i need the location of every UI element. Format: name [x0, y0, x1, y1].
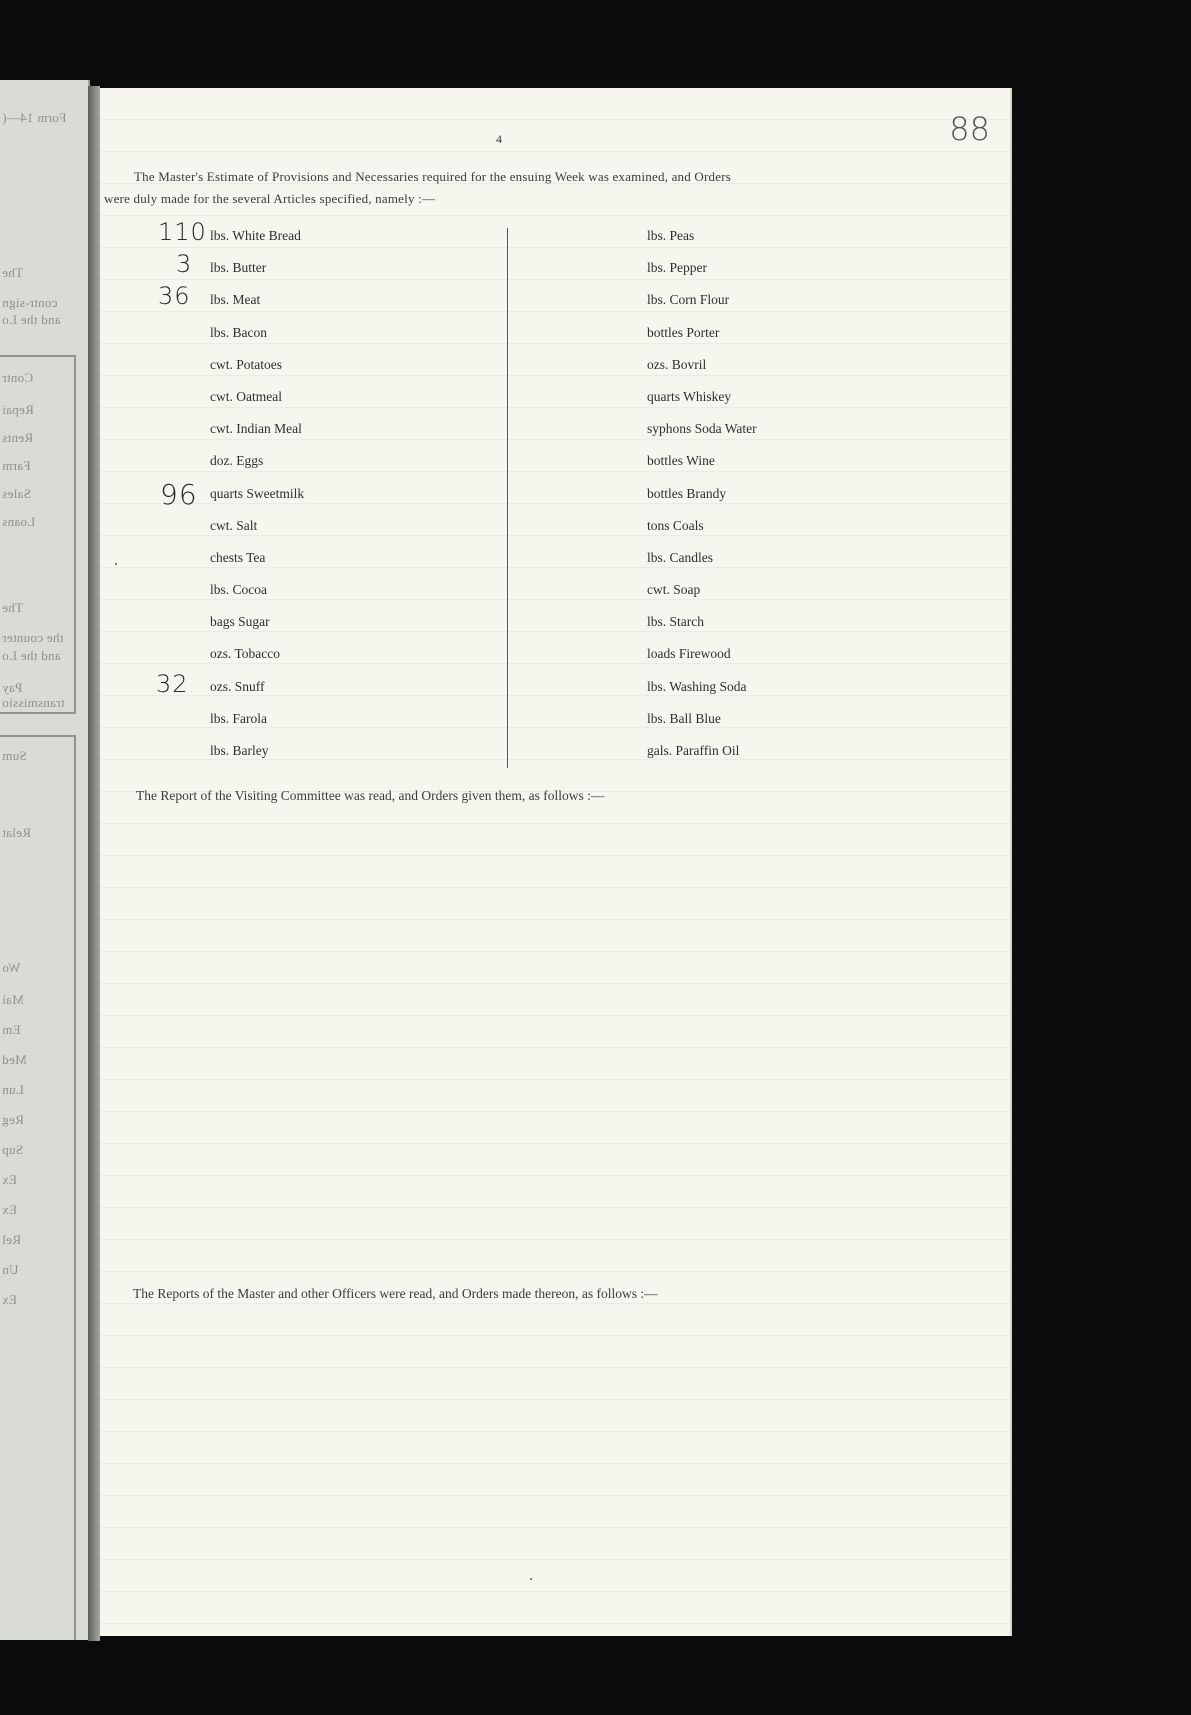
list-item: cwt. Potatoes [210, 356, 282, 372]
ledger-page [100, 88, 1012, 1636]
list-item: lbs. Ball Blue [647, 710, 721, 726]
provisions-list-right [647, 220, 757, 767]
list-item: lbs. Peas [647, 228, 695, 243]
list-item: syphons Soda Water [647, 421, 757, 437]
list-item: lbs. Barley [210, 743, 269, 758]
list-item: ozs. Snuff [210, 678, 265, 694]
list-item: cwt. Indian Meal [210, 421, 302, 437]
list-item: lbs. White Bread [210, 228, 301, 243]
list-item: lbs. Washing Soda [647, 678, 747, 694]
list-item: lbs. Bacon [210, 324, 267, 340]
page-number: 4 [496, 132, 502, 146]
book-gutter [88, 86, 100, 1641]
list-item: bags Sugar [210, 614, 270, 630]
officers-reports: The Reports of the Master and other Officers were read, and Orders made thereon, as follows :— [133, 1286, 658, 1301]
list-item: gals. Paraffin Oil [647, 743, 740, 758]
list-item: bottles Porter [647, 324, 720, 340]
intro-line-2: were duly made for the several Articles specified, namely :— [104, 191, 436, 206]
list-item: lbs. Corn Flour [647, 292, 730, 308]
list-item: cwt. Oatmeal [210, 388, 282, 404]
provisions-list-left [210, 220, 304, 767]
handwritten-meat-qty: 36 [158, 282, 191, 310]
list-item: lbs. Cocoa [210, 582, 267, 598]
list-item: tons Coals [647, 517, 704, 533]
visiting-committee-report: The Report of the Visiting Committee was read, and Orders given them, as follows :— [136, 788, 605, 803]
ink-speck [530, 1578, 532, 1580]
list-item: loads Firewood [647, 646, 731, 662]
list-item: doz. Eggs [210, 453, 264, 469]
intro-line-1: The Master's Estimate of Provisions and Necessaries required for the ensuing Week was examined, and Orders [134, 169, 731, 184]
list-item: lbs. Butter [210, 260, 267, 276]
list-item: lbs. Pepper [647, 260, 707, 276]
handwritten-white-bread-qty: 110 [158, 218, 207, 246]
list-item: ozs. Bovril [647, 356, 707, 372]
handwritten-butter-qty: 3 [176, 250, 193, 278]
column-divider [507, 228, 508, 768]
folio-number: 88 [949, 110, 990, 148]
list-item: lbs. Meat [210, 292, 261, 308]
list-item: bottles Wine [647, 453, 715, 469]
ink-speck [115, 563, 117, 565]
list-item: bottles Brandy [647, 485, 727, 501]
list-item: lbs. Starch [647, 614, 704, 630]
list-item: quarts Whiskey [647, 388, 732, 404]
list-item: cwt. Salt [210, 517, 258, 533]
list-item: lbs. Candles [647, 549, 713, 565]
facing-page-edge: Form 14—( The contr-sign and the Lo Contr Repai Rents Farm Sales Loans The the counter and the Lo Pay transmissio Sum Relat Wo Mai Em Med Lun Reg Sup Ex Ex Rel Un Ex [0, 80, 90, 1640]
list-item: quarts Sweetmilk [210, 485, 305, 501]
handwritten-sweetmilk-qty: 96 [160, 478, 198, 511]
list-item: chests Tea [210, 549, 266, 565]
list-item: lbs. Farola [210, 710, 267, 726]
list-item: cwt. Soap [647, 582, 701, 598]
handwritten-snuff-qty: 32 [156, 670, 189, 698]
estimate-intro [104, 166, 924, 210]
list-item: ozs. Tobacco [210, 646, 281, 662]
